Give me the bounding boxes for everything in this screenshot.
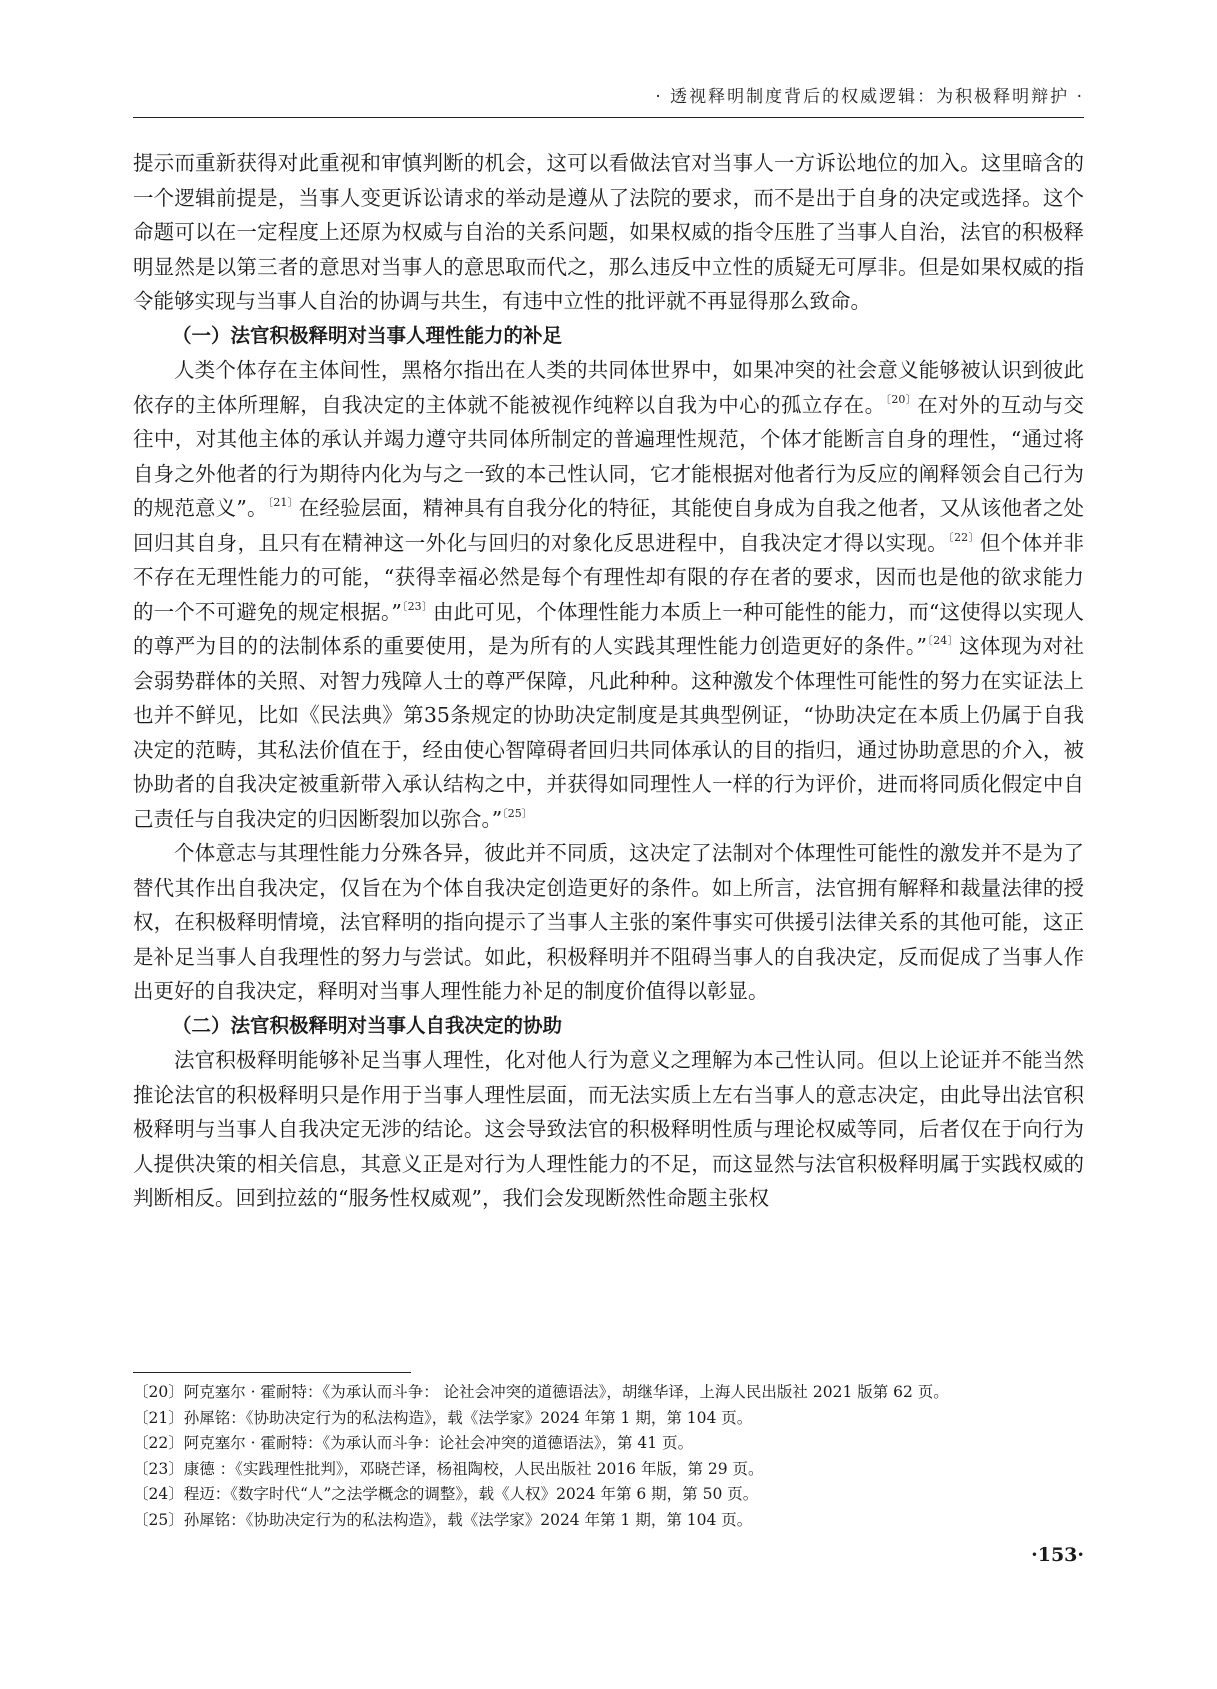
footnote-22: 〔22〕阿克塞尔 · 霍耐特：《为承认而斗争：论社会冲突的道德语法》，第 41 页。 [133,1434,694,1452]
header-rule [133,117,1084,118]
footnote-21: 〔21〕孙犀铭：《协助决定行为的私法构造》，载《法学家》2024 年第 1 期，第 104 页。 [133,1408,753,1427]
footnote-23: 〔23〕康德 ：《实践理性批判》，邓晓芒译，杨祖陶校，人民出版社 2016 年版，第 29 页。 [133,1459,764,1478]
section-heading-1: （一）法官积极释明对当事人理性能力的补足 [172,323,563,347]
paragraph-2 [133,353,1084,836]
main-text [133,146,1084,1216]
footnote-ref-24[interactable]: 〔24〕 [927,634,960,647]
page-number: ·153· [1031,1544,1084,1566]
footnote-rule [133,1372,411,1373]
footnote-24: 〔24〕程迈：《数字时代“人”之法学概念的调整》，载《人权》2024 年第 6 期，第 50 页。 [133,1485,759,1503]
footnote-ref-20[interactable]: 〔20〕 [885,392,918,406]
paragraph-text: 这体现为对社会弱势群体的关照、对智力残障人士的尊严保障，凡此种种。这种激发个体理性可能性的努力在实证法上也并不鲜见，比如《民法典》第35条规定的协助决定制度是其典型例证，“协助决定在本质上仍属于自我决定的范畴，其私法价值在于，经由使心智障碍者回归共同体承认的目的指归，通过协助意思的介入，被协助者的自我决定被重新带入承认结构之中，并获得如同理性人一样的行为评价，进而将同质化假定中自己责任与自我决定的归因断裂加以弥合。” [133,634,1085,831]
paragraph-3: 个体意志与其理性能力分殊各异，彼此并不同质，这决定了法制对个体理性可能性的激发并不是为了替代其作出自我决定，仅旨在为个体自我决定创造更好的条件。如上所言，法官拥有解释和裁量法律的授权，在积极释明情境，法官释明的指向提示了当事人主张的案件事实可供援引法律关系的其他可能，这正是补足当事人自我理性的努力与尝试。如此，积极释明并不阻碍当事人的自我决定，反而促成了当事人作出更好的自我决定，释明对当事人理性能力补足的制度价值得以彰显。 [133,841,1084,1003]
paragraph-text: 在对外的互动与交往中，对其他主体的承认并竭力遵守共同体所制定的普遍理性规范，个体才能断言自身的理性，“通过将自身之外他者的行为期待内化为与之一致的本己性认同，它才能根据对他者行为反应的阐释领会自己行为的规范意义”。 [133,392,1085,520]
paragraph-text: 在经验层面，精神具有自我分化的特征，其能使自身成为自我之他者，又从该他者之处回归其自身，且只有在精神这一外化与回归的对象化反思进程中，自我决定才得以实现。 [133,496,1085,555]
paragraph-text: 但个体并非不存在无理性能力的可能，“获得幸福必然是每个有理性却有限的存在者的要求，因而也是他的欲求能力的一个不可避免的规定根据。” [133,530,1085,624]
footnote-ref-23[interactable]: 〔23〕 [401,599,433,613]
paragraph-4: 法官积极释明能够补足当事人理性，化对他人行为意义之理解为本己性认同。但以上论证并不能当然推论法官的积极释明只是作用于当事人理性层面，而无法实质上左右当事人的意志决定，由此导出法官积极释明与当事人自我决定无涉的结论。这会导致法官的积极释明性质与理论权威等同，后者仅在于向行为人提供决策的相关信息，其意义正是对行为人理性能力的不足，而这显然与法官积极释明属于实践权威的判断相反。回到拉兹的“服务性权威观”，我们会发现断然性命题主张权 [133,1048,1084,1210]
footnote-25: 〔25〕孙犀铭：《协助决定行为的私法构造》，载《法学家》2024 年第 1 期，第 104 页。 [133,1510,753,1529]
paragraph-text: 由此可见，个体理性能力本质上一种可能性的能力，而“这使得以实现人的尊严为目的的法制体系的重要使用，是为所有的人实践其理性能力创造更好的条件。” [133,599,1085,658]
running-header: · 透视释明制度背后的权威逻辑：为积极释明辩护 · [655,87,1084,107]
section-heading-2: （二）法官积极释明对当事人自我决定的协助 [172,1013,563,1037]
footnote-ref-25[interactable]: 〔25〕 [502,806,533,820]
footnote-ref-22[interactable]: 〔22〕 [948,530,980,544]
paragraph-text: 人类个体存在主体间性，黑格尔指出在人类的共同体世界中，如果冲突的社会意义能够被认识到彼此依存的主体所理解，自我决定的主体就不能被视作纯粹以自我为中心的孤立存在。 [133,358,1084,417]
footnote-20: 〔20〕阿克塞尔 · 霍耐特：《为承认而斗争： 论社会冲突的道德语法》，胡继华译，上海人民出版社 2021 版第 62 页。 [133,1383,949,1401]
paragraph-1: 提示而重新获得对此重视和审慎判断的机会，这可以看做法官对当事人一方诉讼地位的加入。这里暗含的一个逻辑前提是，当事人变更诉讼请求的举动是遵从了法院的要求，而不是出于自身的决定或选择。这个命题可以在一定程度上还原为权威与自治的关系问题，如果权威的指令压胜了当事人自治，法官的积极释明显然是以第三者的意思对当事人的意思取而代之，那么违反中立性的质疑无可厚非。但是如果权威的指令能够实现与当事人自治的协调与共生，有违中立性的批评就不再显得那么致命。 [133,151,1084,313]
footnotes [133,1380,1093,1533]
footnote-ref-21[interactable]: 〔21〕 [267,496,299,509]
